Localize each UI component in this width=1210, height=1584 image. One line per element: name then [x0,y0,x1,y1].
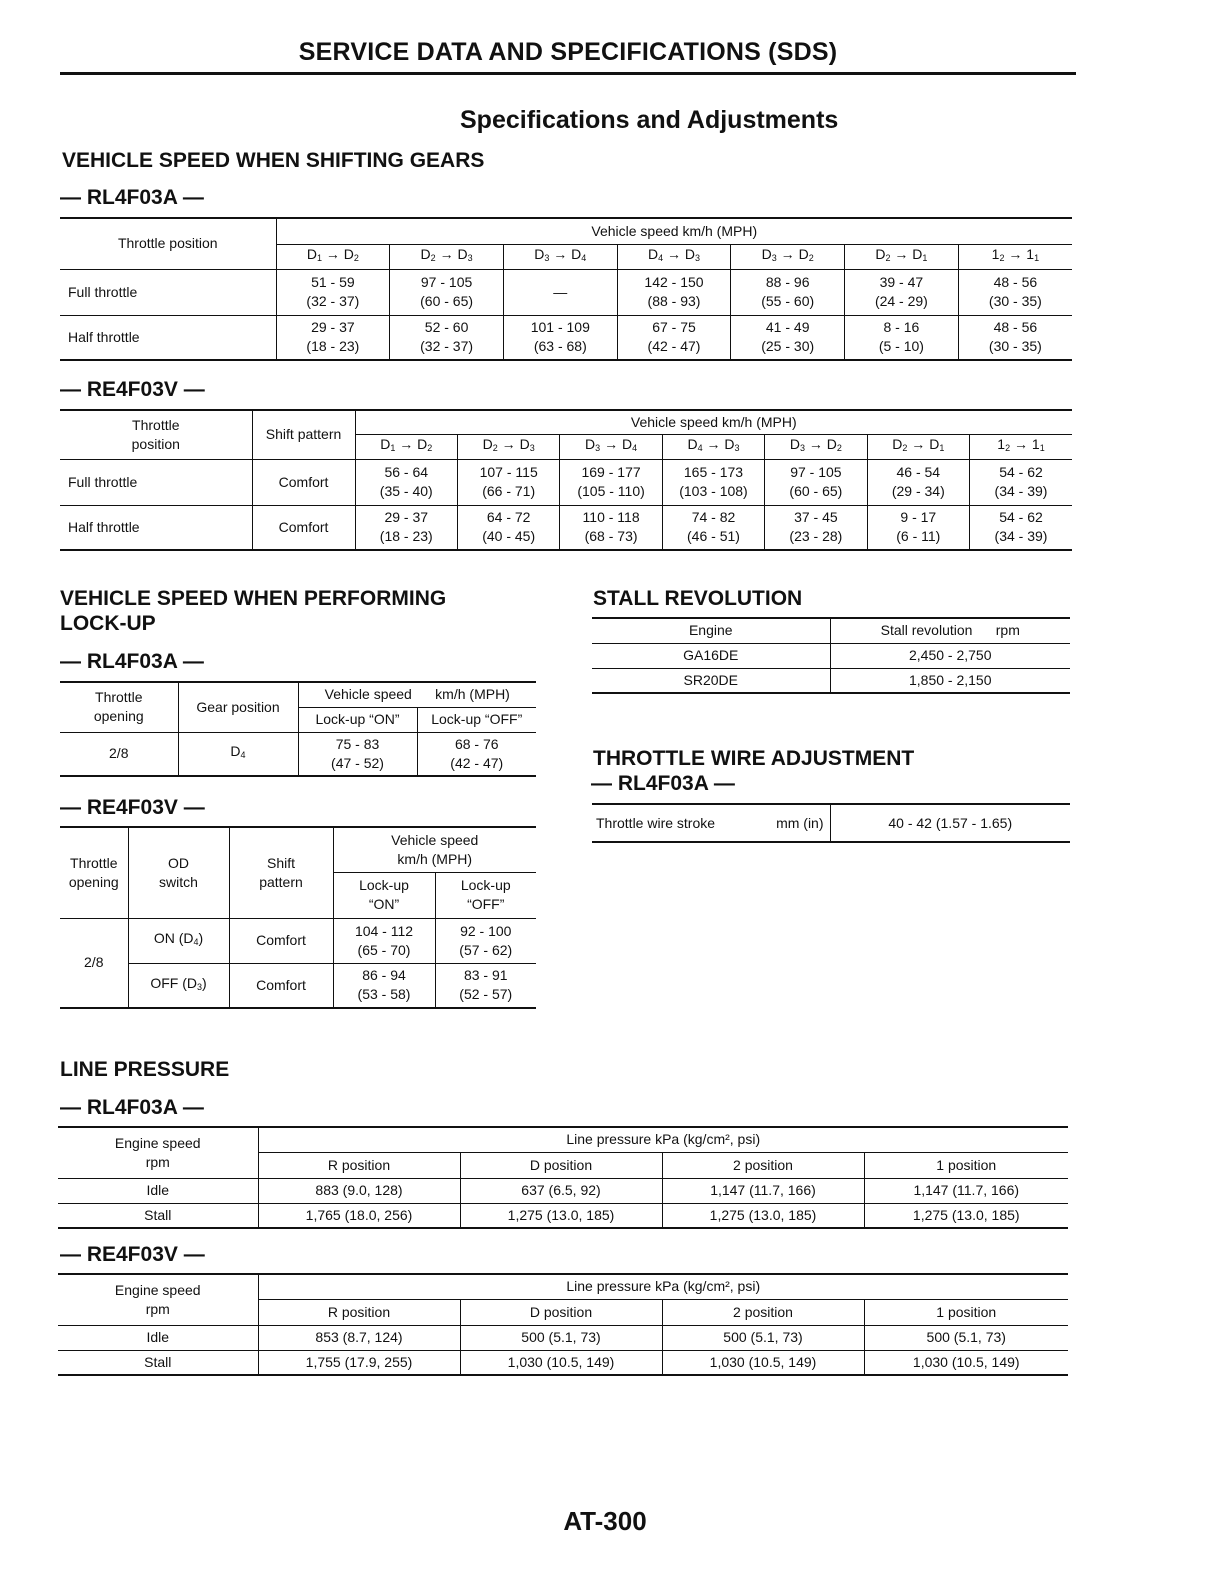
cell-value: (23 - 28) [789,528,843,545]
cell-value: 88 - 96 [765,274,810,290]
cell-value: 51 - 59 [311,274,355,290]
gear-letter: → [1010,436,1032,452]
shift-label [731,244,845,269]
gear-subscript: 2 [353,253,359,263]
title-rule [60,72,1076,75]
throttle-wire-label: Throttle wire stroke [592,804,740,842]
gear-letter: D [875,246,886,262]
cell-value: 169 - 177 [581,464,641,480]
cell-value: 74 - 82 [691,509,736,526]
gear-subscript: 2 [902,443,908,453]
cell-value: 1,275 (13.0, 185) [864,1203,1068,1228]
gear-subscript: 1 [1034,253,1040,263]
gear-value [178,732,298,776]
gear-letter: → [907,436,930,452]
gear-letter: 1 [1031,436,1040,452]
stall-value: 2,450 - 2,750 [830,643,1070,668]
table-row [60,269,1072,315]
row-label: Stall [58,1203,258,1228]
cell-value: 1,275 (13.0, 185) [460,1203,662,1228]
shift-rl4f03a-model: — RL4F03A — [60,186,204,209]
row-label-half: Half throttle [60,315,276,360]
throttle-wire-value: 40 - 42 (1.57 - 1.65) [830,804,1070,842]
gear-letter: D [343,246,354,262]
od-text-end: ) [202,974,207,991]
shift-label [276,244,390,269]
od-text: OFF (D [150,974,197,991]
shift-table-re4f03v [60,409,1072,551]
od-subscript: 3 [196,981,202,992]
cell-value: (65 - 70) [357,941,411,958]
cell-value: 64 - 72 [486,509,531,526]
header-line: Engine speed [114,1281,201,1298]
gear-subscript: 3 [695,253,701,263]
header-line: km/h (MPH) [397,850,473,867]
gear-subscript: 1 [1039,443,1045,453]
lockup-heading-line: VEHICLE SPEED WHEN PERFORMING [60,587,447,610]
gear-letter: D [380,436,391,452]
gear-subscript: 3 [595,443,601,453]
cell-value: 1,030 (10.5, 149) [460,1350,662,1375]
header-shift-pattern: Shift pattern [252,410,355,459]
gear-letter: D [417,436,428,452]
cell-value: 46 - 54 [896,464,941,480]
shift-label [560,434,662,459]
stall-heading: STALL REVOLUTION [593,587,803,610]
cell-value: 54 - 62 [999,509,1043,526]
lockup-table-rl4f03a [60,681,536,777]
gear-subscript: 3 [467,253,473,263]
header-1-position: 1 position [864,1152,1068,1178]
cell-value: (55 - 60) [761,293,815,309]
shift-speed-heading: VEHICLE SPEED WHEN SHIFTING GEARS [62,149,485,172]
cell-value: 8 - 16 [883,319,920,336]
engine-value: GA16DE [592,643,830,668]
cell-value: (53 - 58) [357,986,411,1003]
cell-value: (32 - 37) [306,293,360,309]
shift-label [390,244,504,269]
shift-label [457,434,559,459]
header-throttle-position [60,410,252,459]
cell-value: 97 - 105 [420,274,473,290]
gear-letter: D [647,246,659,262]
shift-label [662,434,764,459]
shift-label [867,434,969,459]
gear-subscript: 1 [939,443,945,453]
line-pressure-table-re4f03v [58,1273,1068,1376]
od-text-end: ) [198,930,204,946]
gear-letter: D [585,436,596,452]
header-od-switch [128,827,229,918]
cell-value: 86 - 94 [362,967,406,984]
table-row [592,668,1070,693]
gear-letter: D [534,246,545,262]
shift-pattern-value: Comfort [229,918,333,963]
row-label: Stall [58,1350,258,1375]
cell-value: 83 - 91 [463,967,508,984]
gear-letter: 1 [1026,246,1035,262]
engine-value: SR20DE [592,668,830,693]
cell-value: 853 (8.7, 124) [258,1325,460,1350]
header-line-pressure: Line pressure kPa (kg/cm², psi) [258,1127,1068,1152]
gear-letter: D [306,246,317,262]
cell-value: 1,147 (11.7, 166) [662,1178,864,1203]
gear-letter: D [571,246,582,262]
stall-table [592,617,1070,694]
gear-letter: D [457,246,468,262]
od-subscript: 4 [193,937,199,947]
cell-value: 39 - 47 [879,274,924,290]
line-pressure-table-rl4f03a [58,1126,1068,1229]
header-line-pressure: Line pressure kPa (kg/cm², psi) [258,1274,1068,1299]
header-line: “ON” [368,896,400,912]
gear-subscript: 2 [427,443,433,453]
cell-value: (34 - 39) [994,483,1048,499]
header-shift-pattern [229,827,333,918]
cell-value: (18 - 23) [306,338,360,355]
cell-value: 1,030 (10.5, 149) [662,1350,864,1375]
gear-subscript: 3 [734,443,740,453]
stall-value: 1,850 - 2,150 [830,668,1070,693]
header-r-position: R position [258,1299,460,1325]
gear-letter: 1 [991,246,1000,262]
header-2-position: 2 position [662,1152,864,1178]
cell-value: 56 - 64 [384,464,429,480]
header-line: opening [68,873,119,890]
row-label-half: Half throttle [60,505,252,550]
header-vehicle-speed [333,827,536,872]
cell-value: 104 - 112 [354,922,414,939]
gear-letter: → [663,246,685,262]
cell-value: 48 - 56 [993,274,1038,290]
header-stall-revolution: Stall revolution rpm [830,618,1070,643]
shift-pattern-value: Comfort [252,459,355,505]
cell-value: (52 - 57) [459,986,513,1003]
header-lockup-off [435,872,536,918]
gear-letter: → [549,246,572,262]
cell-value: 637 (6.5, 92) [460,1178,662,1203]
header-engine-speed [58,1127,258,1178]
gear-letter: → [600,436,622,452]
gear-letter: D [420,246,431,262]
gear-subscript: 2 [885,253,891,263]
gear-letter: → [321,246,344,262]
header-line: pattern [259,873,303,890]
header-r-position: R position [258,1152,460,1178]
row-label: Idle [58,1178,258,1203]
cell-value: 110 - 118 [582,509,640,526]
cell-value: 1,275 (13.0, 185) [662,1203,864,1228]
table-row [60,459,1072,505]
gear-letter: D [798,246,809,262]
gear-subscript: 3 [529,443,535,453]
gear-subscript: 4 [240,750,246,761]
table-row [58,1203,1068,1228]
page-title: SERVICE DATA AND SPECIFICATIONS (SDS) [298,38,838,66]
shift-re4f03v-model: — RE4F03V — [60,378,205,401]
header-line: Throttle [95,689,143,706]
gear-subscript: 3 [771,253,777,263]
header-vehicle-speed: Vehicle speed km/h (MPH) [298,682,536,707]
header-line: Vehicle speed [391,831,479,848]
gear-subscript: 1 [390,443,396,453]
header-vehicle-speed: Vehicle speed km/h (MPH) [276,218,1072,244]
gear-letter: → [1004,246,1027,262]
cell-value: (68 - 73) [584,528,638,545]
header-line: rpm [145,1153,170,1170]
cell-value: 29 - 37 [384,509,429,526]
header-engine: Engine [592,618,830,643]
header-line: switch [159,873,198,890]
line-pressure-heading: LINE PRESSURE [60,1058,230,1081]
gear-subscript: 4 [581,253,587,263]
header-line: Engine speed [114,1134,201,1151]
cell-value: 41 - 49 [765,319,810,336]
gear-subscript: 2 [492,443,498,453]
gear-subscript: 2 [430,253,436,263]
shift-table-rl4f03a [60,217,1072,361]
cell-value: 500 (5.1, 73) [864,1325,1068,1350]
cell-value: (6 - 11) [896,528,941,545]
cell-value: (40 - 45) [482,528,536,545]
cell-value: (88 - 93) [647,293,701,309]
shift-label [845,244,959,269]
cell-value: 37 - 45 [794,509,838,526]
cell-value: 500 (5.1, 73) [662,1325,864,1350]
header-2-position: 2 position [662,1299,864,1325]
header-line: OD [168,854,189,871]
throttle-value: 2/8 [60,732,178,776]
gear-letter: D [519,436,530,452]
cell-value: 54 - 62 [999,464,1043,480]
header-line: Throttle [70,854,118,871]
cell-value: (60 - 65) [789,483,843,499]
cell-value: (32 - 37) [420,338,474,355]
lockup-re4f03v-model: — RE4F03V — [60,796,205,819]
header-throttle-position: Throttle position [60,218,276,269]
gear-subscript: 1 [316,253,322,263]
header-1-position: 1 position [864,1299,1068,1325]
cell-value: (66 - 71) [482,483,536,499]
shift-label [355,434,457,459]
lockup-rl4f03a-model: — RL4F03A — [60,650,204,673]
od-switch-value [128,963,229,1008]
header-gear-position: Gear position [178,682,298,732]
gear-letter: D [892,436,903,452]
cell-value: (60 - 65) [420,293,474,309]
gear-letter: D [684,246,695,262]
cell-value: (46 - 51) [687,528,740,545]
cell-value: 142 - 150 [644,274,704,290]
shift-label [765,434,867,459]
gear-subscript: 2 [808,253,814,263]
cell-value: (30 - 35) [988,293,1042,309]
gear-letter: D [687,436,698,452]
line-pressure-re4f03v-model: — RE4F03V — [60,1243,205,1266]
gear-letter: D [929,436,940,452]
throttle-value: 2/8 [60,918,128,1008]
cell-value: 101 - 109 [530,319,590,336]
header-lockup-on: Lock-up “ON” [298,707,417,732]
throttle-wire-table [592,803,1070,843]
header-throttle-opening [60,827,128,918]
gear-subscript: 4 [658,253,664,263]
header-d-position: D position [460,1152,662,1178]
header-line: Throttle [132,416,180,433]
line-pressure-rl4f03a-model: — RL4F03A — [60,1096,204,1119]
od-text: ON (D [153,930,194,946]
table-row [60,732,536,776]
cell-value: 1,030 (10.5, 149) [864,1350,1068,1375]
table-row [60,918,536,963]
throttle-wire-unit: mm (in) [740,804,830,842]
throttle-wire-model: — RL4F03A — [591,772,735,795]
gear-letter: → [776,246,799,262]
cell-value: 107 - 115 [479,464,538,480]
shift-pattern-value: Comfort [229,963,333,1008]
lockup-table-re4f03v [60,826,536,1009]
gear-subscript: 2 [1005,443,1011,453]
cell-value: 883 (9.0, 128) [258,1178,460,1203]
gear-letter: D [761,246,772,262]
cell-value: 52 - 60 [424,319,469,336]
gear-subscript: 3 [799,443,805,453]
cell-value: (34 - 39) [994,528,1048,545]
gear-letter: → [890,246,913,262]
header-d-position: D position [460,1299,662,1325]
cell-value: 75 - 83 [335,735,380,752]
cell-value: (18 - 23) [379,528,433,545]
cell-value: (105 - 110) [577,483,645,499]
gear-letter: D [826,436,837,452]
gear-subscript: 3 [544,253,550,263]
gear-subscript: 4 [632,443,638,453]
gear-letter: → [805,436,827,452]
shift-label [503,244,617,269]
cell-value: 97 - 105 [790,464,842,480]
cell-value: 29 - 37 [311,319,355,336]
cell-value: (35 - 40) [379,483,433,499]
gear-subscript: 2 [999,253,1005,263]
header-vehicle-speed: Vehicle speed km/h (MPH) [355,410,1072,434]
cell-value: 48 - 56 [993,319,1038,336]
table-row [60,505,1072,550]
header-line: Shift [266,854,295,871]
table-row [60,315,1072,360]
table-row [592,804,1070,842]
cell-value: (47 - 52) [331,754,384,771]
cell-value: 9 - 17 [900,509,937,526]
cell-value: 1,755 (17.9, 255) [258,1350,460,1375]
row-label: Idle [58,1325,258,1350]
cell-value: (42 - 47) [647,338,701,355]
gear-letter: D [230,743,241,760]
gear-letter: → [395,436,418,452]
shift-pattern-value: Comfort [252,505,355,550]
header-lockup-off: Lock-up “OFF” [417,707,536,732]
header-line: Lock-up [460,877,511,893]
gear-letter: → [497,436,520,452]
cell-value: 1,765 (18.0, 256) [258,1203,460,1228]
cell-value: 68 - 76 [454,735,499,752]
cell-value: (25 - 30) [761,338,815,355]
gear-subscript: 4 [697,443,703,453]
gear-letter: 1 [997,436,1006,452]
cell-value: (30 - 35) [988,338,1042,355]
header-line: opening [93,708,144,725]
gear-letter: D [621,436,633,452]
gear-letter: D [482,436,493,452]
header-line: rpm [145,1300,170,1317]
table-row [60,963,536,1008]
row-label-full: Full throttle [60,459,252,505]
shift-label [970,434,1073,459]
header-line: Lock-up [359,877,409,893]
shift-label [617,244,731,269]
cell-value: (63 - 68) [533,338,587,355]
cell-value: (29 - 34) [891,483,945,499]
cell-value: 67 - 75 [652,319,696,336]
table-row [58,1325,1068,1350]
header-engine-speed [58,1274,258,1325]
throttle-wire-heading: THROTTLE WIRE ADJUSTMENT [593,747,915,770]
cell-value: 500 (5.1, 73) [460,1325,662,1350]
header-lockup-on [333,872,435,918]
table-row [58,1178,1068,1203]
cell-value: (24 - 29) [874,293,928,309]
od-switch-value [128,918,229,963]
gear-subscript: 1 [922,253,928,263]
row-label-full: Full throttle [60,269,276,315]
cell-value: 165 - 173 [683,464,744,480]
lockup-heading [60,586,446,636]
cell-value: (5 - 10) [878,338,924,355]
cell-value: (42 - 47) [450,754,504,771]
cell-value: 92 - 100 [460,922,512,939]
header-line: “OFF” [467,896,505,912]
cell-value: (103 - 108) [679,483,748,499]
gear-letter: → [702,436,725,452]
table-row [58,1350,1068,1375]
gear-subscript: 2 [836,443,842,453]
gear-letter: D [724,436,735,452]
lockup-heading-line: LOCK-UP [60,612,156,635]
gear-letter: D [912,246,923,262]
table-row [592,643,1070,668]
page-number: AT-300 [563,1506,647,1536]
shift-label [958,244,1072,269]
header-line: position [131,435,180,452]
cell-value: 1,147 (11.7, 166) [864,1178,1068,1203]
cell-value: — [553,283,568,300]
page-subtitle: Specifications and Adjustments [460,106,839,134]
cell-value: (57 - 62) [459,941,513,958]
header-throttle-opening [60,682,178,732]
gear-letter: → [435,246,458,262]
gear-letter: D [789,436,800,452]
